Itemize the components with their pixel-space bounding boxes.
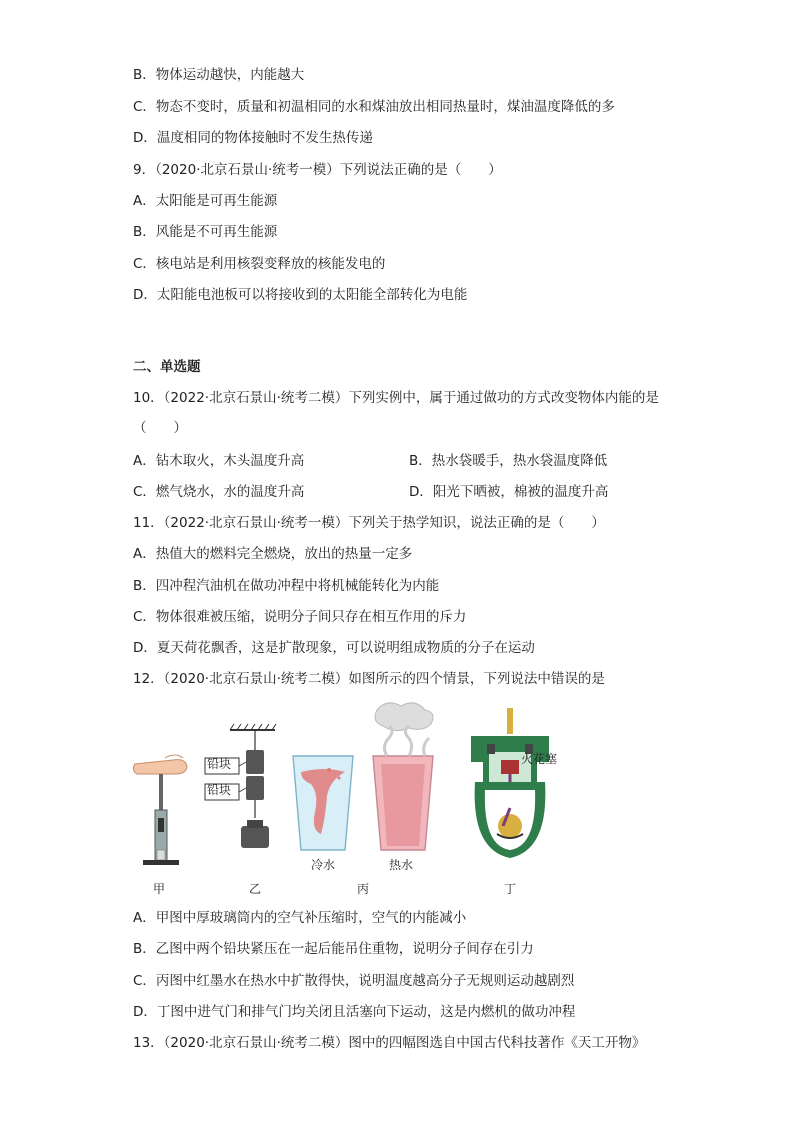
figure-label-bing: 丙 [357,882,370,896]
lead-block-top-label: 铅块 [207,757,232,771]
q10-stem-continued: （ ） [133,420,187,436]
figure-label-jia: 甲 [153,882,166,896]
cold-water-label: 冷水 [311,858,336,872]
hot-water-label: 热水 [389,858,414,872]
q12-option-a: A．甲图中厚玻璃筒内的空气补压缩时，空气的内能减小 [133,910,467,926]
q10-option-d: D．阳光下晒被，棉被的温度升高 [409,484,609,500]
q8-option-c: C．物态不变时，质量和初温相同的水和煤油放出相同热量时，煤油温度降低的多 [133,99,615,115]
beakers-illustration [293,703,433,850]
q11-stem: 11．（2022·北京石景山·统考一模）下列关于热学知识，说法正确的是（ ） [133,515,605,531]
q11-option-c: C．物体很难被压缩，说明分子间只存在相互作用的斥力 [133,609,467,625]
q12-figure [125,700,585,900]
q12-option-b: B．乙图中两个铅块紧压在一起后能吊住重物，说明分子间存在引力 [133,941,534,957]
q12-stem: 12．（2020·北京石景山·统考二模）如图所示的四个情景，下列说法中错误的是 [133,671,605,687]
q12-option-d: D．丁图中进气门和排气门均关闭且活塞向下运动，这是内燃机的做功冲程 [133,1004,576,1020]
q9-option-b: B．风能是不可再生能源 [133,224,278,240]
q10-option-a: A．钻木取火，木头温度升高 [133,453,305,469]
q8-option-d: D．温度相同的物体接触时不发生热传递 [133,130,373,146]
q8-option-b: B．物体运动越快，内能越大 [133,67,305,83]
q10-option-c: C．燃气烧水，水的温度升高 [133,484,305,500]
q11-option-d: D．夏天荷花飘香，这是扩散现象，可以说明组成物质的分子在运动 [133,640,535,656]
q12-figure-drawing [125,700,585,900]
q11-option-b: B．四冲程汽油机在做功冲程中将机械能转化为内能 [133,578,440,594]
q9-option-c: C．核电站是利用核裂变释放的核能发电的 [133,256,386,272]
piston-cylinder-illustration [133,755,187,865]
q9-stem: 9．（2020·北京石景山·统考一模）下列说法正确的是（ ） [133,162,502,178]
q10-option-b: B．热水袋暖手，热水袋温度降低 [409,453,608,469]
section-title: 二、单选题 [133,359,201,375]
q9-option-d: D．太阳能电池板可以将接收到的太阳能全部转化为电能 [133,287,468,303]
q9-option-a: A．太阳能是可再生能源 [133,193,278,209]
lead-block-bottom-label: 铅块 [207,783,232,797]
q12-option-c: C．丙图中红墨水在热水中扩散得快，说明温度越高分子无规则运动越剧烈 [133,973,575,989]
q13-stem: 13．（2020·北京石景山·统考二模）图中的四幅图选自中国古代科技著作《天工开物》 [133,1035,646,1051]
q10-stem: 10．（2022·北京石景山·统考二模）下列实例中，属于通过做功的方式改变物体内能的是 [133,390,659,406]
spark-plug-label: 火花塞 [521,752,558,766]
figure-label-ding: 丁 [504,882,517,896]
engine-illustration [471,708,549,858]
q11-option-a: A．热值大的燃料完全燃烧，放出的热量一定多 [133,546,413,562]
figure-label-yi: 乙 [249,882,262,896]
